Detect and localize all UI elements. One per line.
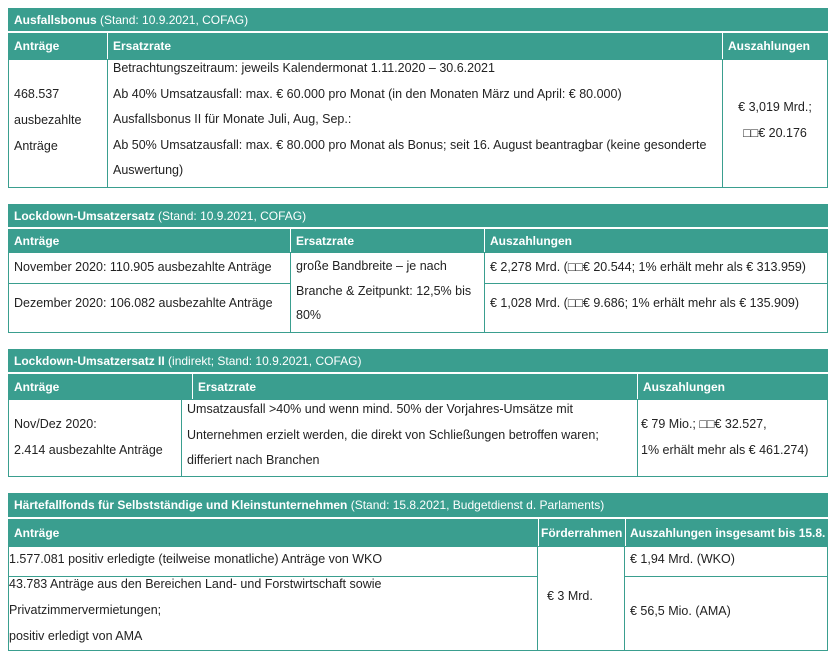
cell-text: Dezember 2020: 106.082 ausbezahlte Anträge	[14, 296, 273, 310]
ersatzrate-cell	[107, 59, 723, 188]
auszahlungen-cell-wko	[624, 546, 828, 577]
cell-line: Branche & Zeitpunkt: 12,5% bis	[296, 283, 472, 298]
cell-line: Auswertung)	[113, 163, 184, 177]
cell-line: 80%	[296, 308, 322, 322]
cell-line: ausbezahlte	[14, 112, 82, 127]
cell-text: € 1,028 Mrd. (□□€ 9.686; 1% erhält mehr als € 135.909)	[490, 296, 800, 310]
lockdown-umsatzersatz-title-bar	[8, 204, 828, 227]
cell-line: € 79 Mio.; □□€ 32.527,	[641, 416, 767, 431]
ersatzrate-cell	[290, 252, 485, 333]
cell-text: 1.577.081 positiv erledigte (teilweise monatliche) Anträge von WKO	[9, 552, 383, 566]
auszahlungen-cell-dezember	[484, 283, 828, 333]
cell-line: 1% erhält mehr als € 461.274)	[641, 442, 809, 457]
ersatzrate-cell	[181, 399, 638, 477]
cell-line: 43.783 Anträge aus den Bereichen Land- und Forstwirtschaft sowie	[9, 577, 382, 591]
antraege-cell-ama	[8, 576, 538, 651]
cell-line: □□€ 20.176	[743, 125, 807, 140]
column-header-ersatzrate: Ersatzrate	[291, 229, 484, 252]
cell-line: Anträge	[14, 138, 58, 153]
column-header-auszahlungen: Auszahlungen	[723, 33, 828, 59]
column-header-foerderrahmen: Förderrahmen	[539, 519, 625, 546]
antraege-cell-november	[8, 252, 291, 284]
column-header-antraege: Anträge	[8, 33, 107, 59]
section-title-wrap	[14, 354, 361, 368]
lockdown-umsatzersatz-ii-title-bar	[8, 349, 828, 372]
cell-text: November 2020: 110.905 ausbezahlte Anträge	[14, 259, 272, 274]
antraege-cell-dezember	[8, 283, 291, 333]
auszahlungen-cell-ama	[624, 576, 828, 651]
section-source: (Stand: 10.9.2021, COFAG)	[100, 12, 249, 27]
cell-line: große Bandbreite – je nach	[296, 259, 447, 273]
column-header-antraege: Anträge	[8, 374, 192, 399]
column-header-ersatzrate: Ersatzrate	[108, 33, 722, 59]
antraege-cell	[8, 399, 182, 477]
section-title: Lockdown-Umsatzersatz II	[14, 353, 165, 368]
cell-line: Umsatzausfall >40% und wenn mind. 50% der Vorjahres-Umsätze mit	[187, 402, 573, 416]
section-title-wrap	[14, 498, 604, 512]
cell-text: € 1,94 Mrd. (WKO)	[630, 552, 735, 566]
auszahlungen-cell	[722, 59, 828, 188]
auszahlungen-cell	[637, 399, 828, 477]
column-header-auszahlungen: Auszahlungen	[638, 374, 828, 399]
cell-line: Unternehmen erzielt werden, die direkt von Schließungen betroffen waren;	[187, 427, 599, 442]
cell-line: Ab 50% Umsatzausfall: max. € 80.000 pro Monat als Bonus; seit 16. August beantragbar (keine gesonderte	[113, 137, 707, 152]
cell-line: positiv erledigt von AMA	[9, 629, 143, 643]
section-title-wrap	[14, 209, 306, 223]
section-title-wrap	[14, 13, 248, 27]
section-title: Lockdown-Umsatzersatz	[14, 208, 155, 223]
cell-line: 468.537	[14, 86, 60, 101]
cell-line: Ausfallsbonus II für Monate Juli, Aug, Sep.:	[113, 112, 352, 126]
cell-line: Ab 40% Umsatzausfall: max. € 60.000 pro Monat (in den Monaten März und April: € 80.000)	[113, 86, 622, 101]
cell-line: € 3,019 Mrd.;	[738, 99, 812, 114]
cell-text: € 3 Mrd.	[547, 589, 593, 603]
column-header-antraege: Anträge	[8, 519, 538, 546]
section-source: (indirekt; Stand: 10.9.2021, COFAG)	[168, 353, 362, 368]
section-source: (Stand: 10.9.2021, COFAG)	[158, 208, 307, 223]
cell-line: differiert nach Branchen	[187, 453, 320, 467]
section-source: (Stand: 15.8.2021, Budgetdienst d. Parlaments)	[350, 498, 605, 512]
ersatzrate-text	[187, 397, 637, 474]
auszahlungen-cell-november	[484, 252, 828, 284]
cell-text: € 56,5 Mio. (AMA)	[630, 604, 731, 618]
section-title: Härtefallfonds für Selbstständige und Kleinstunternehmen	[14, 498, 348, 512]
foerderrahmen-cell	[537, 546, 625, 651]
cell-text: € 2,278 Mrd. (□□€ 20.544; 1% erhält mehr als € 313.959)	[490, 259, 806, 274]
antraege-cell	[8, 59, 108, 188]
ersatzrate-text	[113, 56, 722, 184]
column-header-ersatzrate: Ersatzrate	[193, 374, 637, 399]
column-header-antraege: Anträge	[8, 229, 290, 252]
column-header-auszahlungen: Auszahlungen insgesamt bis 15.8.	[626, 519, 828, 546]
cell-line: Betrachtungszeitraum: jeweils Kalendermonat 1.11.2020 – 30.6.2021	[113, 61, 495, 75]
column-header-auszahlungen: Auszahlungen	[485, 229, 828, 252]
ausfallsbonus-title-bar	[8, 8, 828, 31]
section-title: Ausfallsbonus	[14, 12, 97, 27]
cell-line: Nov/Dez 2020:	[14, 416, 97, 431]
haertefallfonds-title-bar	[8, 493, 828, 517]
cell-line: 2.414 ausbezahlte Anträge	[14, 442, 163, 457]
cell-line: Privatzimmervermietungen;	[9, 603, 162, 617]
